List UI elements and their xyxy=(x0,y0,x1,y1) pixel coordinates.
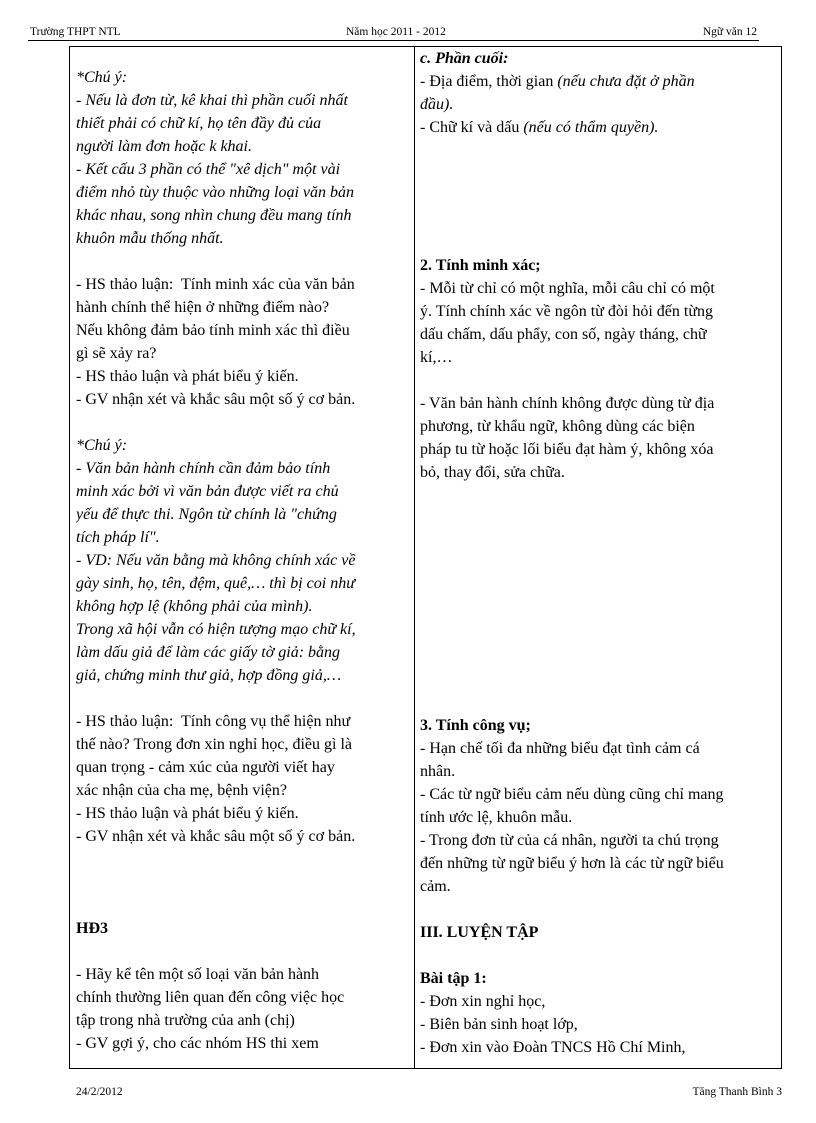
discussion-line: - HS thảo luận: Tính công vụ thể hiện như xyxy=(76,713,351,730)
discussion-line: gì sẽ xảy ra? xyxy=(76,345,157,362)
header-school: Trường THPT NTL xyxy=(30,26,121,38)
section-3-heading: 3. Tính công vụ; xyxy=(420,717,531,734)
section-line: kí,… xyxy=(420,349,453,366)
footer-date: 24/2/2012 xyxy=(76,1086,123,1098)
section-line: đến những từ ngữ biểu ý hơn là các từ ngữ biểu xyxy=(420,855,724,872)
note-line: gày sinh, họ, tên, đệm, quê,… thì bị coi như xyxy=(76,575,355,592)
section-line: phương, từ khẩu ngữ, không dùng các biện xyxy=(420,418,695,435)
note-line: khuôn mẫu thống nhất. xyxy=(76,230,224,247)
note-line: - Văn bản hành chính cần đảm bảo tính xyxy=(76,460,331,477)
discussion-line: - HS thảo luận và phát biểu ý kiến. xyxy=(76,805,299,822)
discussion-line: hành chính thể hiện ở những điểm nào? xyxy=(76,299,330,316)
note-title: *Chú ý: xyxy=(76,437,128,454)
note-line: điểm nhỏ tùy thuộc vào những loại văn bản xyxy=(76,184,355,201)
note-line: - Nếu là đơn từ, kê khai thì phần cuối nhất xyxy=(76,92,348,109)
footer-author-page: Tăng Thanh Bình 3 xyxy=(692,1086,782,1098)
part-c-line: - Địa điểm, thời gian (nếu chưa đặt ở phần xyxy=(420,73,695,90)
note-line: tích pháp lí". xyxy=(76,529,160,546)
section-line: cảm. xyxy=(420,878,451,895)
note-line: người làm đơn hoặc k khai. xyxy=(76,138,252,155)
note-line: thiết phải có chữ kí, họ tên đầy đủ của xyxy=(76,115,322,132)
exercise-line: - Đơn xin nghỉ học, xyxy=(420,993,546,1010)
note-line: không hợp lệ (không phải của mình). xyxy=(76,598,313,615)
discussion-line: - GV nhận xét và khắc sâu một số ý cơ bản. xyxy=(76,391,356,408)
note-line: làm dấu giả để làm các giấy tờ giả: bằng xyxy=(76,644,341,661)
note-line: khác nhau, song nhìn chung đều mang tính xyxy=(76,207,352,224)
discussion-line: - HS thảo luận và phát biểu ý kiến. xyxy=(76,368,299,385)
header-subject: Ngữ văn 12 xyxy=(702,26,757,38)
lesson-table xyxy=(69,46,782,1069)
content-column xyxy=(420,47,778,1068)
column-divider xyxy=(414,47,415,1068)
section-line: - Mỗi từ chỉ có một nghĩa, mỗi câu chỉ có một xyxy=(420,280,715,297)
discussion-line: quan trọng - cảm xúc của người viết hay xyxy=(76,759,335,776)
note-line: minh xác bởi vì văn bản được viết ra chủ xyxy=(76,483,339,500)
exercise-line: - Biên bản sinh hoạt lớp, xyxy=(420,1016,578,1033)
section-line: dấu chấm, dấu phẩy, con số, ngày tháng, chữ xyxy=(420,326,707,343)
note-line: giả, chứng minh thư giả, hợp đồng giả,… xyxy=(76,667,342,684)
note-title: *Chú ý: xyxy=(76,69,128,86)
note-line: - Kết cấu 3 phần có thể "xê dịch" một vài xyxy=(76,161,341,178)
discussion-line: - GV nhận xét và khắc sâu một số ý cơ bản. xyxy=(76,828,356,845)
discussion-line: Nếu không đảm bảo tính minh xác thì điều xyxy=(76,322,350,339)
note-line: yếu để thực thi. Ngôn từ chính là "chứng xyxy=(76,506,337,523)
section-line: - Trong đơn từ của cá nhân, người ta chú trọng xyxy=(420,832,719,849)
section-line: - Các từ ngữ biểu cảm nếu dùng cũng chỉ mang xyxy=(420,786,724,803)
note-line: Trong xã hội vẫn có hiện tượng mạo chữ kí, xyxy=(76,621,356,638)
activity-line: - GV gợi ý, cho các nhóm HS thi xem xyxy=(76,1035,319,1052)
discussion-line: - HS thảo luận: Tính minh xác của văn bản xyxy=(76,276,355,293)
activity-line: tập trong nhà trường của anh (chị) xyxy=(76,1012,295,1029)
exercise-1-heading: Bài tập 1: xyxy=(420,970,487,987)
activity-line: - Hãy kể tên một số loại văn bản hành xyxy=(76,966,320,983)
teacher-student-activity-column xyxy=(76,47,408,1068)
part-c-heading: c. Phần cuối: xyxy=(420,50,509,67)
exercise-line: - Đơn xin vào Đoàn TNCS Hồ Chí Minh, xyxy=(420,1039,686,1056)
section-line: - Hạn chế tối đa những biểu đạt tình cảm cá xyxy=(420,740,700,757)
section-2-heading: 2. Tính minh xác; xyxy=(420,257,541,274)
header-school-year: Năm học 2011 - 2012 xyxy=(346,26,446,38)
section-line: bỏ, thay đổi, sửa chữa. xyxy=(420,464,565,481)
section-line: nhân. xyxy=(420,763,456,780)
section-line: - Văn bản hành chính không được dùng từ địa xyxy=(420,395,715,412)
discussion-line: xác nhận của cha mẹ, bệnh viện? xyxy=(76,782,288,799)
part-c-line: đầu). xyxy=(420,96,454,113)
part-c-line: - Chữ kí và dấu (nếu có thẩm quyền). xyxy=(420,119,659,136)
activity-3-heading: HĐ3 xyxy=(76,920,108,937)
discussion-line: thế nào? Trong đơn xin nghỉ học, điều gì là xyxy=(76,736,352,753)
section-line: pháp tu từ hoặc lối biểu đạt hàm ý, không xóa xyxy=(420,441,714,458)
page-header xyxy=(28,26,759,41)
section-iii-heading: III. LUYỆN TẬP xyxy=(420,924,539,941)
note-line: - VD: Nếu văn bằng mà không chính xác về xyxy=(76,552,356,569)
section-line: ý. Tính chính xác về ngôn từ đòi hỏi đến từng xyxy=(420,303,714,320)
activity-line: chính thường liên quan đến công việc học xyxy=(76,989,345,1006)
section-line: tính ước lệ, khuôn mẫu. xyxy=(420,809,573,826)
